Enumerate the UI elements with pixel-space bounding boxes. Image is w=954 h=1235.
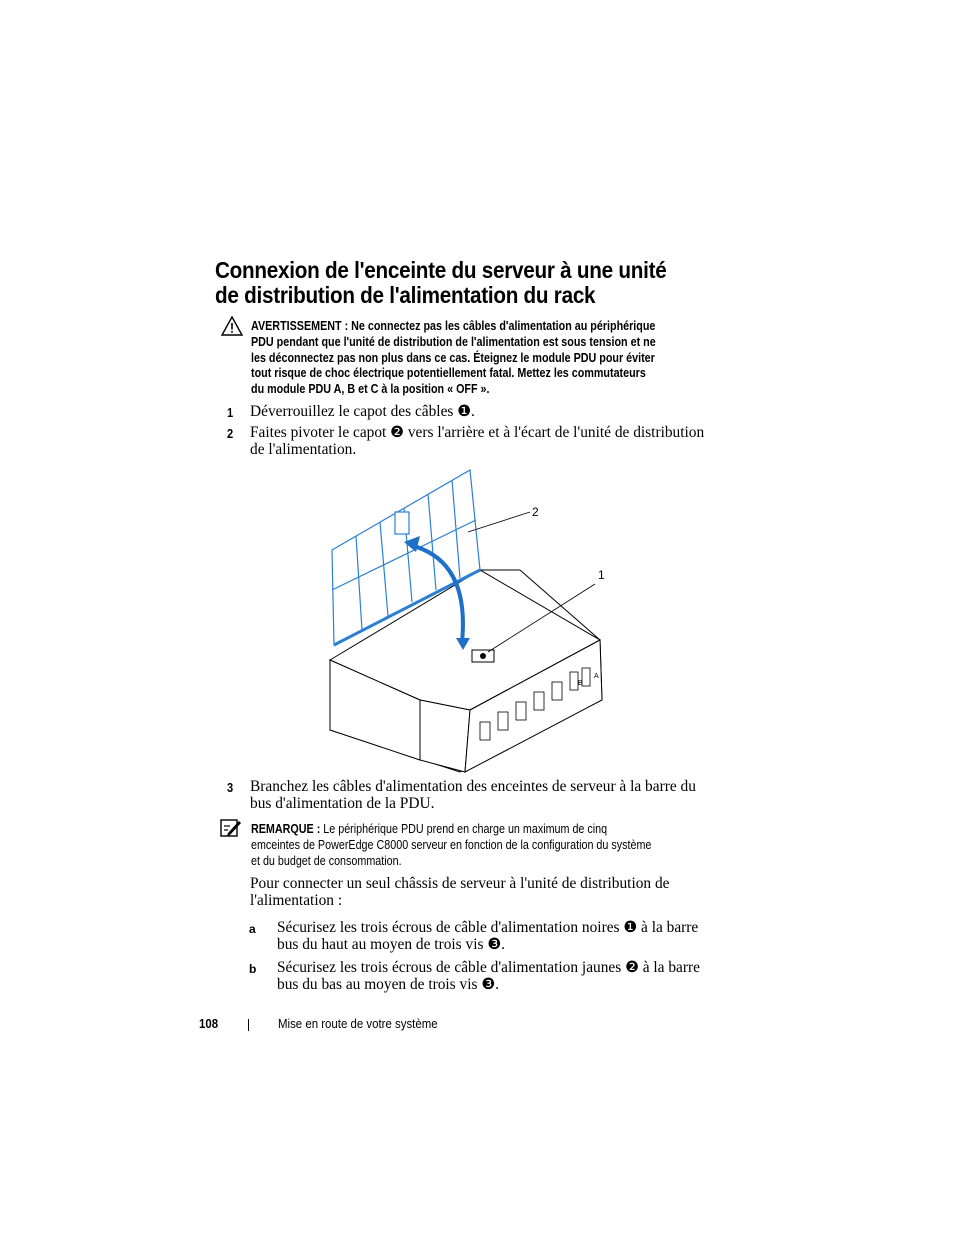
warning-icon (221, 316, 243, 336)
substep-letter: a (249, 922, 256, 936)
substep-letter: b (249, 962, 257, 976)
callout-2: 2 (532, 505, 539, 519)
switch-label-b: B (578, 680, 583, 687)
step-number: 2 (227, 426, 234, 441)
warning-line: Ne connectez pas les câbles d'alimentation au périphérique (351, 319, 656, 333)
footer-section-title: Mise en route de votre système (278, 1016, 438, 1031)
intro-line: Pour connecter un seul châssis de serveur à l'unité de distribution de (250, 875, 670, 892)
switch-label-a: A (594, 673, 599, 680)
substep-text: Sécurisez les trois écrous de câble d'alimentation jaunes ❷ à la barre (277, 959, 700, 976)
footer-divider (248, 1019, 249, 1031)
step-text: bus d'alimentation de la PDU. (250, 795, 435, 812)
warning-block (251, 319, 720, 398)
substep-a (249, 919, 699, 953)
step-text: Branchez les câbles d'alimentation des enceintes de serveur à la barre du (250, 778, 696, 795)
note-block (251, 822, 720, 869)
warning-line: du module PDU A, B et C à la position « OFF ». (251, 382, 490, 397)
page-title (215, 258, 719, 308)
step-text: de l'alimentation. (250, 441, 357, 458)
step-number: 1 (227, 405, 234, 420)
step-1 (227, 403, 475, 420)
warning-line: les déconnectez pas non plus dans ce cas. Éteignez le module PDU pour éviter (251, 350, 655, 365)
warning-line: PDU pendant que l'unité de distribution de l'alimentation est sous tension et ne (251, 334, 656, 349)
step-2 (227, 424, 705, 458)
step-text: Déverrouillez le capot des câbles ❶. (250, 403, 475, 420)
step-3 (227, 778, 696, 812)
warning-line: tout risque de choc électrique potentiellement fatal. Mettez les commutateurs (251, 366, 646, 381)
warning-label: AVERTISSEMENT : (251, 319, 349, 333)
note-line: Le périphérique PDU prend en charge un maximum de cinq (323, 822, 608, 836)
note-line: et du budget de consommation. (251, 853, 402, 868)
intro-paragraph (250, 875, 670, 909)
step-number: 3 (227, 780, 234, 795)
substep-b (249, 959, 700, 993)
substep-text: Sécurisez les trois écrous de câble d'alimentation noires ❶ à la barre (277, 919, 699, 936)
pdu-cable-cover-illustration (320, 460, 620, 780)
note-pencil-icon (220, 818, 242, 838)
title-line-2: de distribution de l'alimentation du rack (215, 282, 596, 308)
callout-1: 1 (598, 568, 605, 582)
substep-text: bus du haut au moyen de trois vis ❸. (277, 936, 505, 953)
title-line-1: Connexion de l'enceinte du serveur à une unité (215, 257, 667, 283)
note-line: emceintes de PowerEdge C8000 serveur en fonction de la configuration du système (251, 837, 652, 852)
intro-line: l'alimentation : (250, 892, 343, 909)
substep-text: bus du bas au moyen de trois vis ❸. (277, 976, 499, 993)
step-text: Faites pivoter le capot ❷ vers l'arrière et à l'écart de l'unité de distribution (250, 424, 705, 441)
page-number: 108 (199, 1016, 219, 1031)
callout-leader-2 (468, 512, 530, 532)
note-label: REMARQUE : (251, 822, 321, 836)
